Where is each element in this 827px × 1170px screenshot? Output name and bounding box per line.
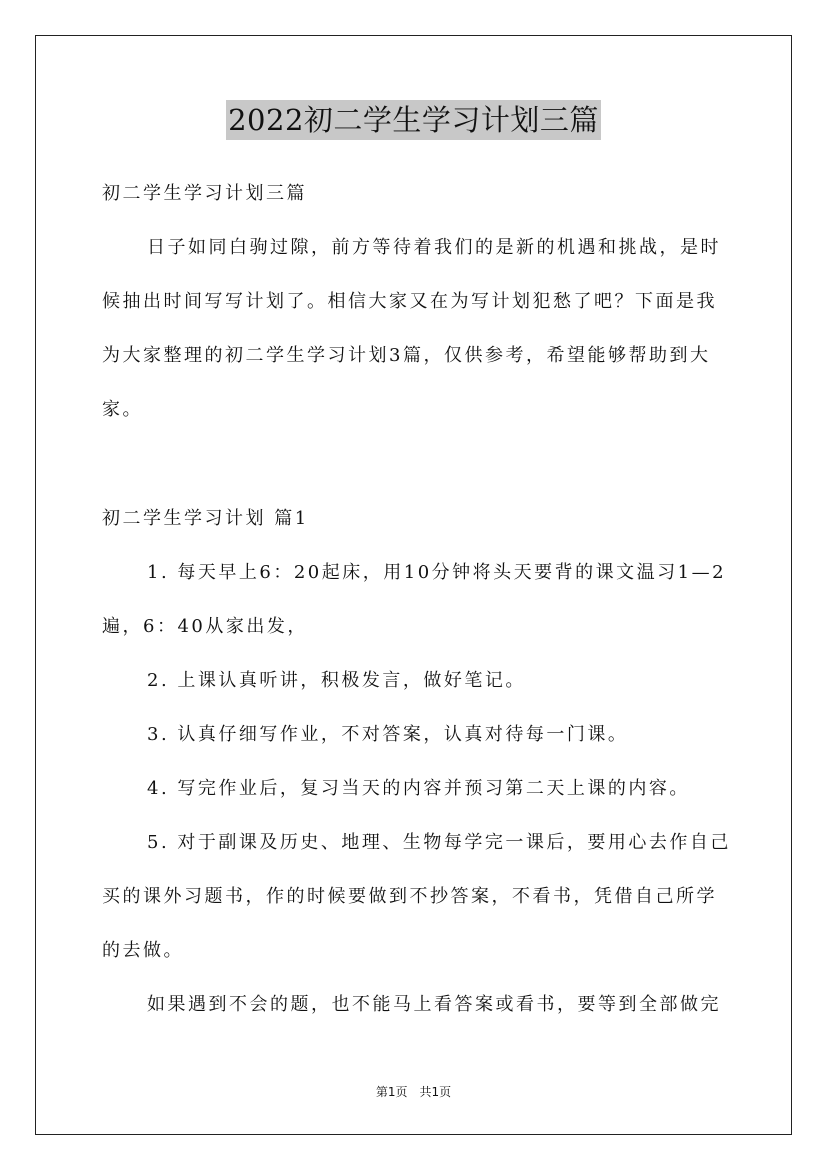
list-item-4: 4. 写完作业后，复习当天的内容并预习第二天上课的内容。 bbox=[147, 778, 690, 799]
list-item-5-line-3: 的去做。 bbox=[102, 940, 184, 961]
page-number-label: 第1页 共1页 bbox=[375, 1085, 452, 1099]
intro-line-2: 候抽出时间写写计划了。相信大家又在为写计划犯愁了吧？下面是我 bbox=[102, 291, 717, 312]
list-item-5-line-1: 5. 对于副课及历史、地理、生物每学完一课后，要用心去作自己 bbox=[147, 832, 731, 853]
paragraph-last: 如果遇到不会的题，也不能马上看答案或看书，要等到全部做完 bbox=[147, 994, 721, 1015]
list-item-3: 3. 认真仔细写作业，不对答案，认真对待每一门课。 bbox=[147, 724, 629, 745]
list-item-5-line-2: 买的课外习题书，作的时候要做到不抄答案，不看书，凭借自己所学 bbox=[102, 886, 717, 907]
list-item-2: 2. 上课认真听讲，积极发言，做好笔记。 bbox=[147, 670, 526, 691]
list-item-1-line-2: 遍，6：40从家出发， bbox=[102, 616, 308, 637]
section-heading: 初二学生学习计划 篇1 bbox=[102, 508, 309, 529]
subtitle: 初二学生学习计划三篇 bbox=[102, 183, 307, 204]
document-title: 2022初二学生学习计划三篇 bbox=[226, 100, 601, 140]
intro-line-4: 家。 bbox=[102, 399, 143, 420]
title-wrap bbox=[0, 100, 827, 140]
intro-line-1: 日子如同白驹过隙，前方等待着我们的是新的机遇和挑战，是时 bbox=[147, 237, 721, 258]
intro-line-3: 为大家整理的初二学生学习计划3篇，仅供参考，希望能够帮助到大 bbox=[102, 345, 711, 366]
page-footer bbox=[0, 1084, 827, 1100]
list-item-1-line-1: 1. 每天早上6：20起床，用10分钟将头天要背的课文温习1—2 bbox=[147, 562, 727, 583]
